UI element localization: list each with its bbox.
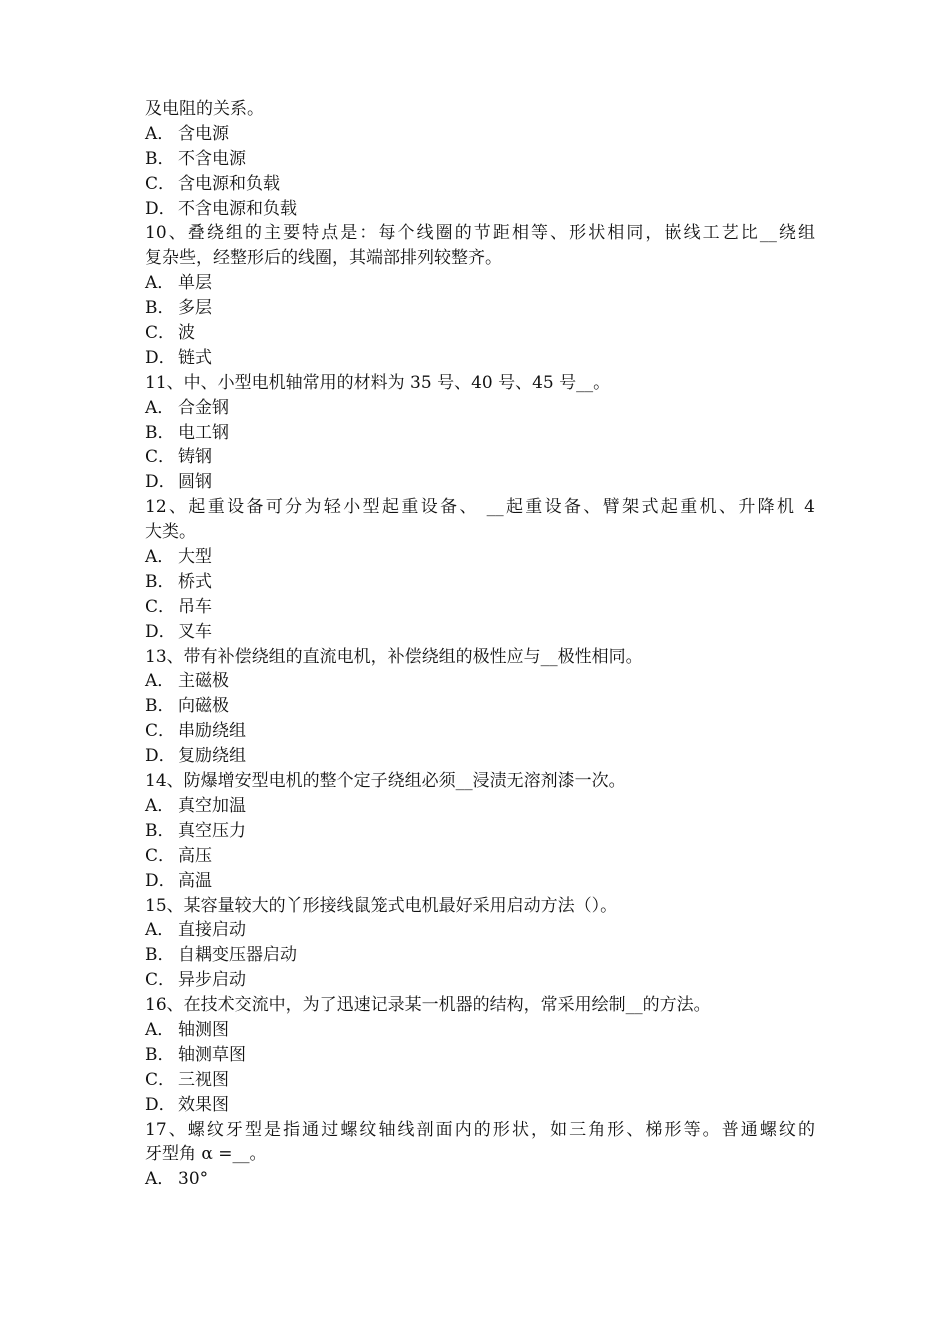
option-text: 主磁极: [178, 671, 229, 692]
question-11: [145, 371, 815, 495]
question-12: [145, 495, 815, 644]
option-d: [145, 470, 815, 495]
option-text: 异步启动: [178, 970, 246, 991]
option-letter: C．: [145, 173, 176, 194]
question-15: [145, 894, 815, 994]
option-letter: D．: [145, 746, 176, 767]
option-letter: D．: [145, 472, 176, 493]
option-text: 波: [178, 323, 195, 344]
option-text: 含电源: [178, 123, 229, 144]
option-text: 轴测图: [178, 1019, 229, 1040]
option-text: 圆钢: [178, 472, 212, 493]
option-text: 吊车: [178, 596, 212, 617]
option-d: [145, 346, 815, 371]
question-text-line: 13、带有补偿绕组的直流电机，补偿绕组的极性应与__极性相同。: [145, 646, 643, 667]
option-letter: A．: [145, 1169, 175, 1190]
option-text: 三视图: [178, 1069, 229, 1090]
option-text: 多层: [178, 298, 212, 319]
option-c: [145, 445, 815, 470]
option-b: [145, 296, 815, 321]
option-letter: B．: [145, 298, 175, 319]
option-text: 含电源和负载: [178, 173, 280, 194]
option-letter: B．: [145, 148, 175, 169]
question-text-line: 17、螺纹牙型是指通过螺纹轴线剖面内的形状，如三角形、梯形等。普通螺纹的: [145, 1119, 815, 1140]
option-letter: B．: [145, 571, 175, 592]
option-letter: B．: [145, 696, 175, 717]
option-letter: A．: [145, 397, 175, 418]
option-text: 30°: [178, 1169, 209, 1190]
option-letter: C．: [145, 1069, 176, 1090]
option-text: 不含电源和负载: [178, 198, 297, 219]
option-letter: C．: [145, 323, 176, 344]
option-b: [145, 819, 815, 844]
option-letter: A．: [145, 795, 175, 816]
option-text: 不含电源: [178, 148, 246, 169]
option-d: [145, 869, 815, 894]
option-a: [145, 918, 815, 943]
option-letter: A．: [145, 123, 175, 144]
question-text-line: 12、起重设备可分为轻小型起重设备、 __起重设备、臂架式起重机、升降机 4: [145, 497, 815, 518]
option-q9-c: [145, 172, 815, 197]
option-text: 真空加温: [178, 795, 246, 816]
question-14: [145, 769, 815, 893]
option-text: 向磁极: [178, 696, 229, 717]
option-letter: A．: [145, 920, 175, 941]
option-letter: D．: [145, 198, 176, 219]
option-a: [145, 1167, 815, 1192]
option-letter: C．: [145, 447, 176, 468]
question-text-line: 15、某容量较大的丫形接线鼠笼式电机最好采用启动方法（）。: [145, 895, 618, 916]
question-text-line: 11、中、小型电机轴常用的材料为 35 号、40 号、45 号__。: [145, 372, 611, 393]
option-d: [145, 1093, 815, 1118]
option-text: 单层: [178, 273, 212, 294]
option-b: [145, 570, 815, 595]
exam-content: [145, 97, 815, 1192]
option-c: [145, 321, 815, 346]
question-text-line: 牙型角 α =__。: [145, 1144, 267, 1165]
option-a: [145, 794, 815, 819]
option-c: [145, 1068, 815, 1093]
question-10: [145, 221, 815, 370]
option-letter: C．: [145, 845, 176, 866]
option-letter: D．: [145, 621, 176, 642]
option-letter: D．: [145, 347, 176, 368]
option-d: [145, 744, 815, 769]
question-text-line: 16、在技术交流中，为了迅速记录某一机器的结构，常采用绘制__的方法。: [145, 995, 711, 1016]
option-a: [145, 1018, 815, 1043]
option-letter: B．: [145, 1044, 175, 1065]
option-text: 串励绕组: [178, 721, 246, 742]
option-letter: A．: [145, 671, 175, 692]
option-text: 高压: [178, 845, 212, 866]
option-letter: D．: [145, 870, 176, 891]
option-c: [145, 844, 815, 869]
option-letter: D．: [145, 1094, 176, 1115]
option-text: 直接启动: [178, 920, 246, 941]
option-letter: C．: [145, 596, 176, 617]
option-a: [145, 669, 815, 694]
question-text-line: 大类。: [145, 522, 196, 543]
option-text: 电工钢: [178, 422, 229, 443]
option-a: [145, 271, 815, 296]
option-text: 铸钢: [178, 447, 212, 468]
option-b: [145, 421, 815, 446]
option-c: [145, 968, 815, 993]
option-text: 复励绕组: [178, 746, 246, 767]
question-text-line: 复杂些，经整形后的线圈，其端部排列较整齐。: [145, 248, 502, 269]
option-a: [145, 396, 815, 421]
option-d: [145, 620, 815, 645]
option-letter: A．: [145, 547, 175, 568]
option-letter: B．: [145, 422, 175, 443]
option-text: 大型: [178, 547, 212, 568]
question-text-line: 14、防爆增安型电机的整个定子绕组必须__浸渍无溶剂漆一次。: [145, 771, 626, 792]
q9-options: [145, 122, 815, 222]
option-q9-b: [145, 147, 815, 172]
option-letter: A．: [145, 273, 175, 294]
option-text: 链式: [178, 347, 212, 368]
option-text: 合金钢: [178, 397, 229, 418]
option-text: 自耦变压器启动: [178, 945, 297, 966]
option-c: [145, 595, 815, 620]
option-c: [145, 719, 815, 744]
option-text: 高温: [178, 870, 212, 891]
option-text: 效果图: [178, 1094, 229, 1115]
question-13: [145, 645, 815, 769]
intro-line: 及电阻的关系。: [145, 99, 264, 119]
question-17: [145, 1118, 815, 1193]
option-letter: B．: [145, 820, 175, 841]
option-letter: C．: [145, 721, 176, 742]
question-16: [145, 993, 815, 1117]
option-a: [145, 545, 815, 570]
option-text: 轴测草图: [178, 1044, 246, 1065]
option-letter: A．: [145, 1019, 175, 1040]
option-b: [145, 943, 815, 968]
option-b: [145, 694, 815, 719]
option-q9-a: [145, 122, 815, 147]
option-q9-d: [145, 197, 815, 222]
option-text: 桥式: [178, 571, 212, 592]
question-text-line: 10、叠绕组的主要特点是：每个线圈的节距相等、形状相同，嵌线工艺比__绕组: [145, 223, 815, 244]
option-letter: B．: [145, 945, 175, 966]
option-letter: C．: [145, 970, 176, 991]
option-b: [145, 1043, 815, 1068]
option-text: 真空压力: [178, 820, 246, 841]
option-text: 叉车: [178, 621, 212, 642]
